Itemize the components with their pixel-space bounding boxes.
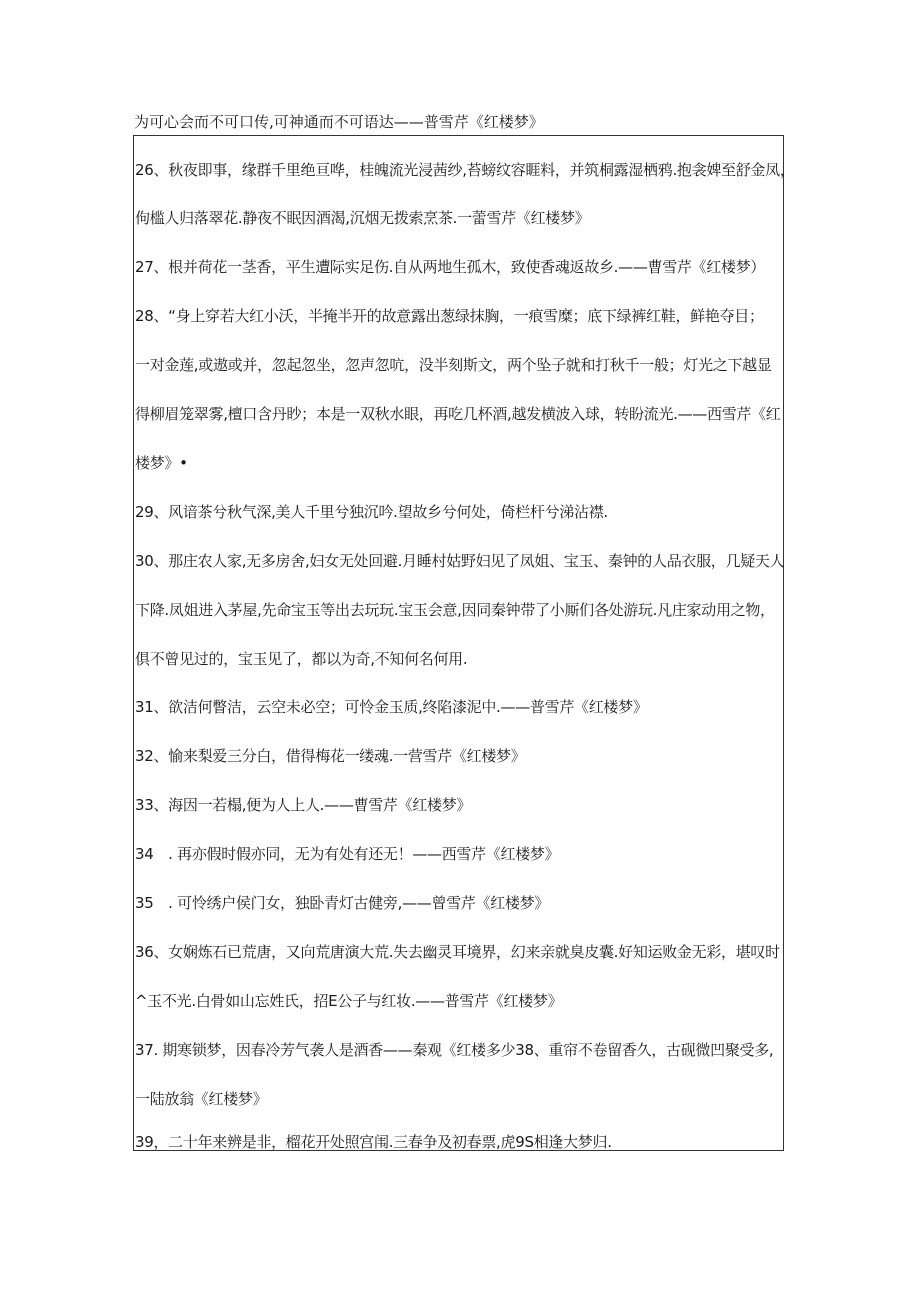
text-line: 37. 期寒锁梦，因春冷芳气袭人是酒香——秦观《红楼多少38、重帘不卷留香久，古砚微凹聚受多, (135, 1041, 774, 1059)
text-line: 一对金莲,或遨或并，忽起忽坐，忽声忽吭，没半刻斯文，两个坠子就和打秋千一般；灯光之下越显 (135, 356, 772, 374)
text-line: 佝槛人归落翠花.静夜不眠因酒渴,沉烟无拨索烹茶.一蕾雪芹《红楼梦》 (135, 209, 590, 227)
text-line: 39，二十年来辨是非，榴花开处照宫闱.三春争及初春票,虎9S相逢大梦归. (135, 1133, 612, 1151)
text-line: 35 . 可怜绣户侯门女，独卧青灯古健旁,——曾雪芹《红楼梦》 (135, 894, 550, 912)
text-line: 36、女娴炼石已荒唐，又向荒唐演大荒.失去幽灵耳境界，幻来亲就臭皮囊.好知运败金无彩，堪叹时 (135, 943, 780, 961)
text-line: 28、“身上穿若大红小沃，半掩半开的故意露出葱绿抹胸，一痕雪糜；底下绿裤红鞋，鲜艳夺目； (135, 307, 764, 325)
text-line: 34 . 再亦假时假亦同，无为有处有还无！——西雪芹《红楼梦》 (135, 845, 560, 863)
text-line: 32、愉来梨爱三分白，借得梅花一缕魂.一营雪芹《红楼梦》 (135, 747, 526, 765)
text-line: 楼梦》• (135, 454, 188, 472)
text-line: 33、海因一若榻,便为人上人.——曹雪芹《红楼梦》 (135, 796, 472, 814)
text-line: 一陆放翁《红楼梦》 (135, 1090, 268, 1108)
text-line: ^玉不光.白骨如山忘姓氏，招E公子与红妆.——普雪芹《红楼梦》 (135, 992, 563, 1010)
text-line: 得柳眉笼翠雾,檀口含丹眇；本是一双秋水眼，再吃几杯酒,越发横波入球，转盼流光.——西雪芹《红 (135, 405, 781, 423)
text-line: 26、秋夜即事，缘群千里绝亘哗，桂魄流光浸茜纱,苔螃纹容睚料，并筑桐露湿栖鸦.抱衾婢至舒金凤， (135, 161, 795, 179)
text-line: 下降.凤姐进入茅屋,先命宝玉等出去玩玩.宝玉会意,因同秦钟带了小厮们各处游玩.凡庄家动用之物， (135, 601, 775, 619)
text-line: 29、风谙茶兮秋气深,美人千里兮独沉吟.望故乡兮何处，倚栏杆兮涕沾襟. (135, 503, 608, 521)
text-line: 30、那庄农人家,无多房舍,妇女无处回避.月睡村姑野妇见了凤姐、宝玉、秦钟的人品衣服，几疑天人 (135, 552, 785, 570)
text-line: 31、欲洁何瞥洁，云空未必空；可怜金玉质,终陷漆泥中.——普雪芹《红楼梦》 (135, 698, 648, 716)
text-line: 27、根并荷花一茎香，平生遭际实足伤.自从两地生孤木，致使香魂返故乡.——曹雪芹《红楼梦） (135, 258, 766, 276)
header-line: 为可心会而不可口传,可神通而不可语达——普雪芹《红楼梦》 (134, 113, 544, 131)
text-line: 俱不曾见过的，宝玉见了，都以为奇,不知何名何用. (135, 650, 468, 668)
